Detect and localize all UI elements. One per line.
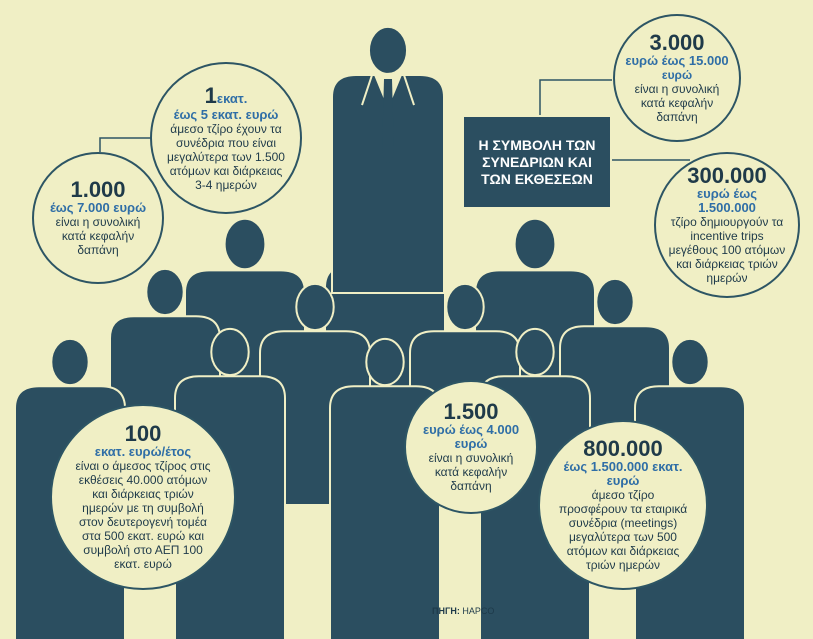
bubble-text: τζίρο δημιουργούν τα incentive trips μεγέθους 100 ατόμων και διάρκειας τριών ημερών [668,215,786,285]
bubble-range: ευρώ έως 15.000 [625,53,729,68]
bubble-range: ευρώ έως 1.500.000 [697,186,757,215]
bubble-per-capita-1500 [404,380,538,514]
bubble-text: είναι η συνολική κατά κεφαλήν δαπάνη [428,451,514,493]
bubble-value: 100 [124,421,162,446]
source-value: HAPCO [462,606,495,616]
bubble-text: είναι ο άμεσος τζίρος στις εκθέσεις 40.000 ατόμων και διάρκειας τριών ημερών με τη συμβολή στον δευτερογενή τομέα στα 500 εκατ. ευρώ και συμβολή στο ΑΕΠ 100 εκατ. ευρώ [75,459,211,571]
bubble-text: άμεσο τζίρο προσφέρουν τα εταιρικά συνέδρια (meetings) μεγαλύτερα των 500 ατόμων και διάρκειας τριών ημερών [558,488,688,572]
bubble-value-suffix: εκατ. [216,90,248,106]
connector-line [540,80,612,116]
bubble-per-capita-1000 [32,152,164,284]
bubble-incentive-trips [654,152,800,298]
bubble-value-row [204,82,248,108]
bubble-range: έως 5 εκατ. ευρώ [173,106,279,122]
bubble-range: εκατ. ευρώ/έτος [94,444,192,459]
bubble-exhibitions-100m [50,404,236,590]
bubble-per-capita-3000 [613,14,741,142]
bubble-value: 1.000 [70,177,126,202]
bubble-range: έως 1.500.000 εκατ. ευρώ [563,459,683,488]
bubble-value: 300.000 [687,163,767,188]
bubble-range: έως 7.000 ευρώ [49,200,147,215]
bubble-value: 3.000 [649,30,705,55]
bubble-value: 1 [204,82,217,108]
bubble-value: 1.500 [443,399,499,424]
bubble-meetings-800000 [538,420,708,590]
title-box [462,115,612,209]
bubble-range-unit: ευρώ [661,68,693,82]
infographic-title: Η ΣΥΜΒΟΛΗ ΤΩΝ ΣΥΝΕΔΡΙΩΝ ΚΑΙ ΤΩΝ ΕΚΘΕΣΕΩΝ [478,136,596,187]
bubble-text: είναι η συνολική κατά κεφαλήν δαπάνη [634,82,720,124]
bubble-text: άμεσο τζίρο έχουν τα συνέδρια που είναι μεγαλύτερα των 1.500 ατόμων και διάρκειας 3-4 ημερών [167,121,285,192]
bubble-conferences-1m [150,62,302,214]
bubble-text: είναι η συνολική κατά κεφαλήν δαπάνη [55,215,141,257]
bubble-range: ευρώ έως 4.000 ευρώ [422,422,520,451]
person-silhouette [332,27,444,293]
source-note [432,606,494,616]
source-label: ΠΗΓΗ: [432,606,460,616]
bubble-value: 800.000 [583,436,663,461]
